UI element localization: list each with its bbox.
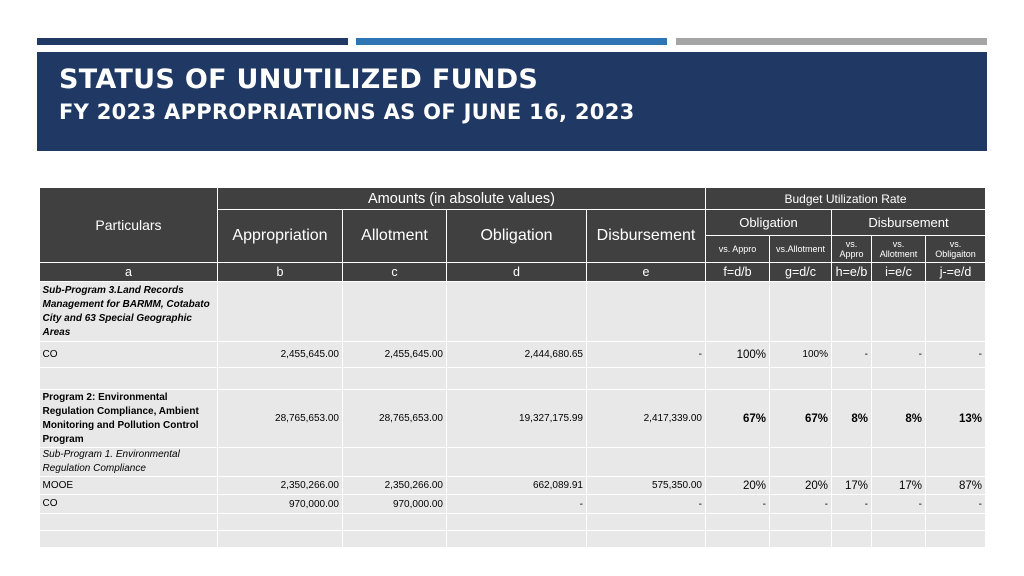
- table-row: [40, 282, 986, 342]
- table-row: [40, 514, 986, 531]
- row-rate-f: 20%: [706, 477, 770, 495]
- row-disbursement: -: [587, 495, 706, 514]
- header-letter: i=e/c: [872, 263, 926, 282]
- row-rate-j: [926, 531, 986, 548]
- row-particulars: [40, 531, 218, 548]
- row-particulars: Sub-Program 1. Environmental Regulation Compliance: [40, 448, 218, 477]
- row-particulars: [40, 514, 218, 531]
- row-particulars: MOOE: [40, 477, 218, 495]
- row-rate-g: [770, 448, 832, 477]
- row-allotment: 2,350,266.00: [343, 477, 447, 495]
- accent-bar-blue: [356, 38, 667, 45]
- header-letter: b: [218, 263, 343, 282]
- row-rate-g: 67%: [770, 390, 832, 448]
- table-row: [40, 477, 986, 495]
- row-rate-h: 8%: [832, 390, 872, 448]
- row-allotment: 2,455,645.00: [343, 342, 447, 368]
- row-rate-j: [926, 514, 986, 531]
- row-disbursement: [587, 368, 706, 390]
- accent-bar-navy: [37, 38, 348, 45]
- header-appropriation: Appropriation: [218, 210, 343, 263]
- row-particulars: Sub-Program 3.Land Records Management for BARMM, Cotabato City and 63 Special Geographic Areas: [40, 282, 218, 342]
- row-allotment: 28,765,653.00: [343, 390, 447, 448]
- header-particulars: Particulars: [40, 188, 218, 263]
- slide-title: STATUS OF UNUTILIZED FUNDS: [59, 64, 539, 95]
- row-disbursement: -: [587, 342, 706, 368]
- row-rate-j: [926, 282, 986, 342]
- row-rate-h: [832, 282, 872, 342]
- row-particulars: CO: [40, 342, 218, 368]
- header-letter: a: [40, 263, 218, 282]
- row-rate-i: [872, 282, 926, 342]
- row-disbursement: [587, 448, 706, 477]
- row-rate-f: 67%: [706, 390, 770, 448]
- row-rate-j: -: [926, 495, 986, 514]
- row-rate-i: -: [872, 342, 926, 368]
- row-disbursement: [587, 282, 706, 342]
- row-rate-j: [926, 448, 986, 477]
- row-rate-j: 13%: [926, 390, 986, 448]
- row-rate-i: [872, 368, 926, 390]
- row-disbursement: [587, 514, 706, 531]
- accent-bar-gray: [676, 38, 987, 45]
- row-allotment: [343, 531, 447, 548]
- table-row: [40, 368, 986, 390]
- row-rate-g: [770, 531, 832, 548]
- title-banner: [37, 52, 987, 151]
- header-obligation: Obligation: [447, 210, 587, 263]
- row-rate-j: [926, 368, 986, 390]
- row-rate-h: [832, 531, 872, 548]
- header-vs-appro: vs. Appro: [706, 236, 770, 263]
- row-rate-i: [872, 514, 926, 531]
- row-rate-i: [872, 531, 926, 548]
- row-particulars: Program 2: Environmental Regulation Compliance, Ambient Monitoring and Pollution Control Program: [40, 390, 218, 448]
- row-rate-h: 17%: [832, 477, 872, 495]
- header-allotment: Allotment: [343, 210, 447, 263]
- row-appropriation: 28,765,653.00: [218, 390, 343, 448]
- row-rate-i: 8%: [872, 390, 926, 448]
- row-rate-h: [832, 514, 872, 531]
- row-obligation: 2,444,680.65: [447, 342, 587, 368]
- header-row-letters: [40, 263, 986, 282]
- header-bur-obligation: Obligation: [706, 210, 832, 236]
- row-particulars: CO: [40, 495, 218, 514]
- row-allotment: 970,000.00: [343, 495, 447, 514]
- table-row: [40, 448, 986, 477]
- row-appropriation: [218, 282, 343, 342]
- row-rate-j: 87%: [926, 477, 986, 495]
- row-rate-g: [770, 368, 832, 390]
- row-rate-f: [706, 448, 770, 477]
- slide-subtitle: FY 2023 APPROPRIATIONS AS OF JUNE 16, 2023: [59, 100, 635, 125]
- row-rate-i: 17%: [872, 477, 926, 495]
- row-rate-h: [832, 368, 872, 390]
- row-rate-g: [770, 282, 832, 342]
- row-appropriation: [218, 448, 343, 477]
- row-disbursement: 575,350.00: [587, 477, 706, 495]
- row-allotment: [343, 448, 447, 477]
- row-obligation: -: [447, 495, 587, 514]
- row-appropriation: [218, 514, 343, 531]
- header-row-groups: [40, 188, 986, 210]
- unutilized-funds-table: [39, 187, 986, 548]
- header-bur-disbursement: Disbursement: [832, 210, 986, 236]
- row-allotment: [343, 368, 447, 390]
- row-rate-f: [706, 531, 770, 548]
- row-appropriation: 2,350,266.00: [218, 477, 343, 495]
- row-obligation: [447, 368, 587, 390]
- header-vs-allotment: vs.Allotment: [770, 236, 832, 263]
- row-appropriation: 2,455,645.00: [218, 342, 343, 368]
- header-disbursement: Disbursement: [587, 210, 706, 263]
- row-appropriation: 970,000.00: [218, 495, 343, 514]
- row-rate-g: -: [770, 495, 832, 514]
- header-letter: e: [587, 263, 706, 282]
- row-rate-g: 100%: [770, 342, 832, 368]
- header-letter: c: [343, 263, 447, 282]
- row-rate-f: [706, 368, 770, 390]
- row-rate-f: [706, 514, 770, 531]
- table-row: [40, 390, 986, 448]
- header-vs-appro-disb: vs. Appro: [832, 236, 872, 263]
- header-amounts-group: Amounts (in absolute values): [218, 188, 706, 210]
- header-letter: f=d/b: [706, 263, 770, 282]
- row-allotment: [343, 282, 447, 342]
- header-bur-group: Budget Utilization Rate: [706, 188, 986, 210]
- row-particulars: [40, 368, 218, 390]
- table-row: [40, 531, 986, 548]
- row-obligation: 19,327,175.99: [447, 390, 587, 448]
- row-rate-h: -: [832, 495, 872, 514]
- row-rate-h: [832, 448, 872, 477]
- header-letter: h=e/b: [832, 263, 872, 282]
- header-letter: d: [447, 263, 587, 282]
- table-row: [40, 495, 986, 514]
- row-rate-j: -: [926, 342, 986, 368]
- header-letter: j-=e/d: [926, 263, 986, 282]
- row-rate-g: 20%: [770, 477, 832, 495]
- row-rate-h: -: [832, 342, 872, 368]
- row-obligation: [447, 514, 587, 531]
- row-rate-g: [770, 514, 832, 531]
- row-rate-f: [706, 282, 770, 342]
- row-obligation: [447, 531, 587, 548]
- row-allotment: [343, 514, 447, 531]
- row-rate-i: -: [872, 495, 926, 514]
- header-letter: g=d/c: [770, 263, 832, 282]
- row-obligation: [447, 448, 587, 477]
- row-rate-i: [872, 448, 926, 477]
- table-row: [40, 342, 986, 368]
- row-rate-f: 100%: [706, 342, 770, 368]
- header-vs-obligation: vs. Obligaiton: [926, 236, 986, 263]
- row-appropriation: [218, 368, 343, 390]
- row-disbursement: [587, 531, 706, 548]
- row-disbursement: 2,417,339.00: [587, 390, 706, 448]
- row-appropriation: [218, 531, 343, 548]
- row-obligation: [447, 282, 587, 342]
- row-obligation: 662,089.91: [447, 477, 587, 495]
- header-vs-allotment-disb: vs. Allotment: [872, 236, 926, 263]
- row-rate-f: -: [706, 495, 770, 514]
